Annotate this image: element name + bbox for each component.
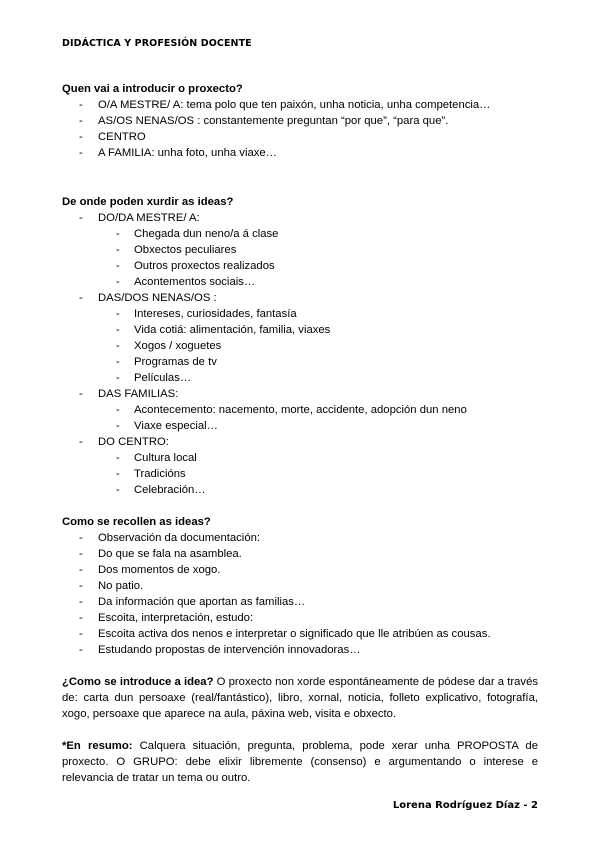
- list-item: - Escoita activa dos nenos e interpretar o significado que lle atribúen as cousas.: [79, 628, 491, 640]
- list: [62, 97, 538, 161]
- list-item: - A FAMILIA: unha foto, unha viaxe…: [79, 147, 277, 159]
- list-item: - Dos momentos de xogo.: [79, 564, 221, 576]
- list-item: - Observación da documentación:: [79, 532, 261, 544]
- page-footer: Lorena Rodríguez Díaz - 2: [392, 800, 538, 811]
- paragraph-lead: ¿Como se introduce a idea?: [62, 676, 214, 688]
- document-body: [62, 81, 538, 786]
- sub-list-item: - Celebración…: [116, 484, 206, 496]
- list-item: - DAS FAMILIAS:: [79, 388, 179, 400]
- list-item: - Escoita, interpretación, estudo:: [79, 612, 254, 624]
- list: [62, 530, 538, 658]
- list-item: - No patio.: [79, 580, 144, 592]
- list-item: - DO/DA MESTRE/ A:: [79, 212, 200, 224]
- sub-list-item: - Tradicións: [116, 468, 186, 480]
- list-item: - DO CENTRO:: [79, 436, 169, 448]
- list-item: - Da información que aportan as familias…: [79, 596, 306, 608]
- section-heading: Quen vai a introducir o proxecto?: [62, 83, 243, 95]
- list-item: - AS/OS NENAS/OS : constantemente preguntan “por que”, “para que”.: [79, 115, 449, 127]
- sub-list-item: - Outros proxectos realizados: [116, 260, 275, 272]
- sub-list-item: - Películas…: [116, 372, 192, 384]
- sub-list-item: - Acontecemento: nacemento, morte, accidente, adopción dun neno: [116, 404, 467, 416]
- page-header: DIDÁCTICA Y PROFESIÓN DOCENTE: [62, 38, 252, 49]
- sub-list-item: - Cultura local: [116, 452, 197, 464]
- list-item: - O/A MESTRE/ A: tema polo que ten paixón, unha noticia, unha competencia…: [79, 99, 491, 111]
- list-item: - DAS/DOS NENAS/OS :: [79, 292, 217, 304]
- section-heading: De onde poden xurdir as ideas?: [62, 196, 234, 208]
- sub-list-item: - Obxectos peculiares: [116, 244, 237, 256]
- list-item: - Do que se fala na asamblea.: [79, 548, 242, 560]
- sub-list-item: - Vida cotiá: alimentación, familia, viaxes: [116, 324, 331, 336]
- list-item: - Estudando propostas de intervención innovadoras…: [79, 644, 361, 656]
- paragraph-introduction: ¿Como se introduce a idea? O proxecto non xorde espontáneamente de pódese dar a través de: carta dun persoaxe (real/fantástico), libro, xornal, noticia, folleto explicativo, fotografía, xogo, persoaxe que aparece na aula, páxina web, visita e obxecto.: [62, 676, 538, 720]
- section-heading: Como se recollen as ideas?: [62, 516, 211, 528]
- list: [62, 210, 538, 498]
- sub-list-item: - Intereses, curiosidades, fantasía: [116, 308, 297, 320]
- sub-list-item: - Programas de tv: [116, 356, 217, 368]
- list-item: - CENTRO: [79, 131, 146, 143]
- sub-list-item: - Xogos / xoguetes: [116, 340, 222, 352]
- sub-list-item: - Viaxe especial…: [116, 420, 218, 432]
- sub-list-item: - Acontementos sociais…: [116, 276, 256, 288]
- sub-list-item: - Chegada dun neno/a á clase: [116, 228, 279, 240]
- paragraph-lead: *En resumo:: [62, 740, 133, 752]
- paragraph-summary: *En resumo: Calquera situación, pregunta, problema, pode xerar unha PROPOSTA de proxecto. O GRUPO: debe elixir libremente (consenso) e argumentando o interese e relevancia de tratar un tema ou outro.: [62, 740, 538, 784]
